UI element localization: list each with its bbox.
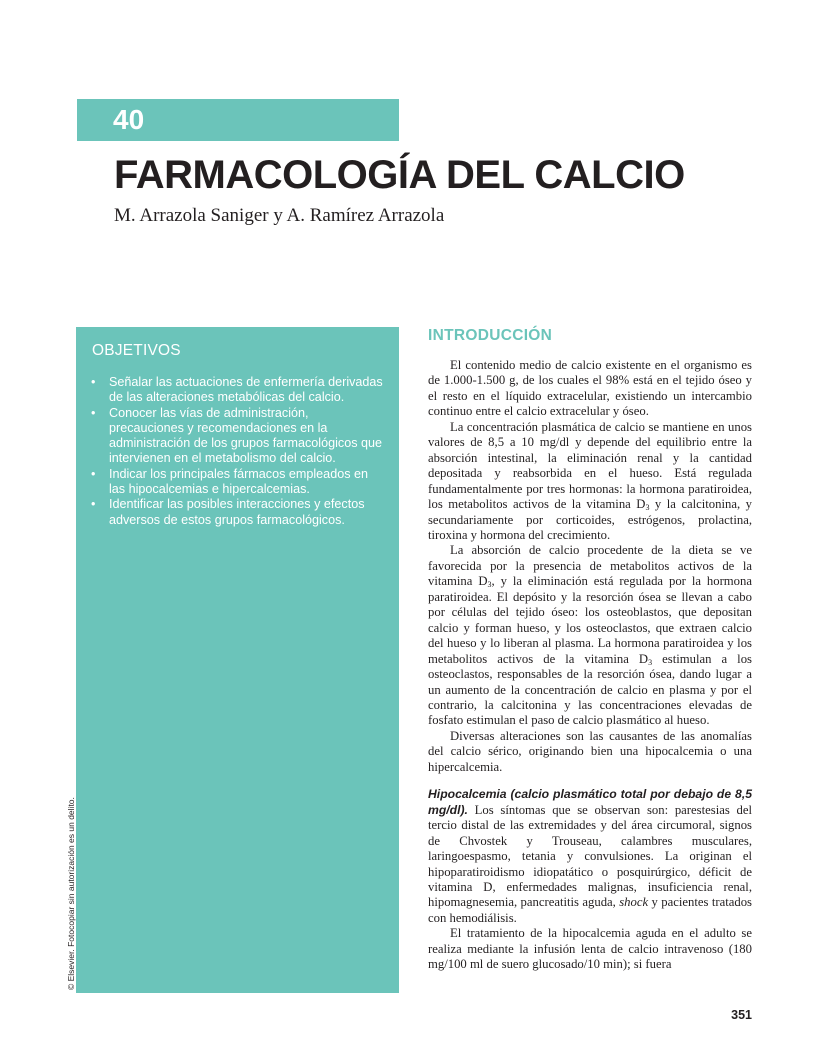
paragraph-gap xyxy=(428,775,752,787)
chapter-number: 40 xyxy=(113,104,145,135)
objective-item: • Indicar los principales fármacos empleados en las hipocalcemias e hipercalcemias. xyxy=(88,467,386,498)
intro-paragraph-1 xyxy=(428,358,752,420)
objective-item: • Conocer las vías de administración, precauciones y recomendaciones en la administración de los grupos farmacológicos que intervienen en el metabolismo del calcio. xyxy=(88,406,386,467)
hypocalcemia-paragraph-2 xyxy=(428,926,752,972)
hypocalcemia-subheading: Hipocalcemia (calcio plasmático total por debajo de 8,5 mg/dl). xyxy=(428,787,752,817)
hypocalcemia-paragraph-1-text-a: Los síntomas que se observan son: parestesias del tercio distal de las extremidades y del área circumoral, signos de Chvostek y Trouseau, calambres musculares, laringoespasmo, tetania y convulsiones. La originan el hipoparatiroidismo idiopatático o posquirúrgico, déficit de vitamina D, enfermedades malignas, insuficiencia renal, hipomagnesemia, pancreatitis aguda, xyxy=(428,802,752,910)
copyright-notice: © Elsevier. Fotocopiar sin autorización es un delito. xyxy=(66,797,76,990)
objective-item: • Señalar las actuaciones de enfermería derivadas de las alteraciones metabólicas del calcio. xyxy=(88,375,386,406)
objectives-title: OBJETIVOS xyxy=(92,342,181,359)
subscript-3: 3 xyxy=(645,503,650,513)
subscript-3: 3 xyxy=(648,657,653,667)
section-heading-introduccion: INTRODUCCIÓN xyxy=(428,327,553,344)
intro-paragraph-2-text-a: La concentración plasmática de calcio se mantiene en unos valores de 8,5 a 10 mg/dl y depende del equilibrio entre la absorción intestinal, la eliminación renal y la cantidad depositada y reabsorbida en el hueso. Está regulada fundamentalmente por tres hormonas: la hormona paratiroidea, los metabolitos activos de la vitamina D xyxy=(428,419,752,512)
hypocalcemia-paragraph-1 xyxy=(428,787,752,926)
intro-paragraph-3 xyxy=(428,543,752,728)
hypocalcemia-paragraph-2-text: El tratamiento de la hipocalcemia aguda en el adulto se realiza mediante la infusión lenta de calcio intravenoso (180 mg/100 ml de suero glucosado/10 min); si fuera xyxy=(428,926,752,972)
page-number: 351 xyxy=(731,1008,752,1022)
objectives-list xyxy=(88,375,386,528)
intro-paragraph-3-text-a: La absorción de calcio procedente de la dieta se ve favorecida por la presencia de metabolitos activos de la vitamina D xyxy=(428,543,752,589)
intro-paragraph-4-text: Diversas alteraciones son las causantes de las anomalías del calcio sérico, originando bien una hipocalcemia o una hipercalcemia. xyxy=(428,728,752,774)
main-text-column xyxy=(428,324,752,973)
shock-term: shock xyxy=(619,895,649,910)
objective-item: • Identificar las posibles interacciones y efectos adversos de estos grupos farmacológicos. xyxy=(88,497,386,528)
hypocalcemia-paragraph-1-text-b: y pacientes tratados con hemodiálisis. xyxy=(428,895,752,925)
subscript-3: 3 xyxy=(487,580,492,590)
intro-paragraph-4 xyxy=(428,729,752,775)
chapter-title: FARMACOLOGÍA DEL CALCIO xyxy=(114,153,685,197)
intro-paragraph-2-text-b: y la calcitonina, y secundariamente por corticoides, estrógenos, prolactina, tiroxina y hormona del crecimiento. xyxy=(428,497,752,542)
objectives-box xyxy=(76,327,399,993)
intro-paragraph-1-text: El contenido medio de calcio existente en el organismo es de 1.000-1.500 g, de los cuales el 98% está en el tejido óseo y el resto en el líquido extracelular, existiendo un intercambio continuo entre el calcio extracelular y óseo. xyxy=(428,358,752,419)
chapter-authors: M. Arrazola Saniger y A. Ramírez Arrazola xyxy=(114,205,445,226)
intro-paragraph-3-text-b: , y la eliminación está regulada por la hormona paratiroidea. El depósito y la resorción ósea se llevan a cabo por células del tejido óseo: los osteoblastos, que depositan calcio y forman hueso, y los osteoclastos, que extraen calcio del hueso y lo liberan al plasma. La hormona paratiroidea y los metabolitos activos de la vitamina D xyxy=(428,574,752,666)
intro-paragraph-3-text-c: estimulan a los osteoclastos, responsables de la resorción ósea, dando lugar a un aumento de la concentración de calcio en plasma y por el contrario, la calcitonina y las concentraciones elevadas de fosfato estimulan el paso de calcio plasmático al hueso. xyxy=(428,651,752,728)
intro-paragraph-2 xyxy=(428,420,752,544)
chapter-number-band xyxy=(77,99,399,141)
